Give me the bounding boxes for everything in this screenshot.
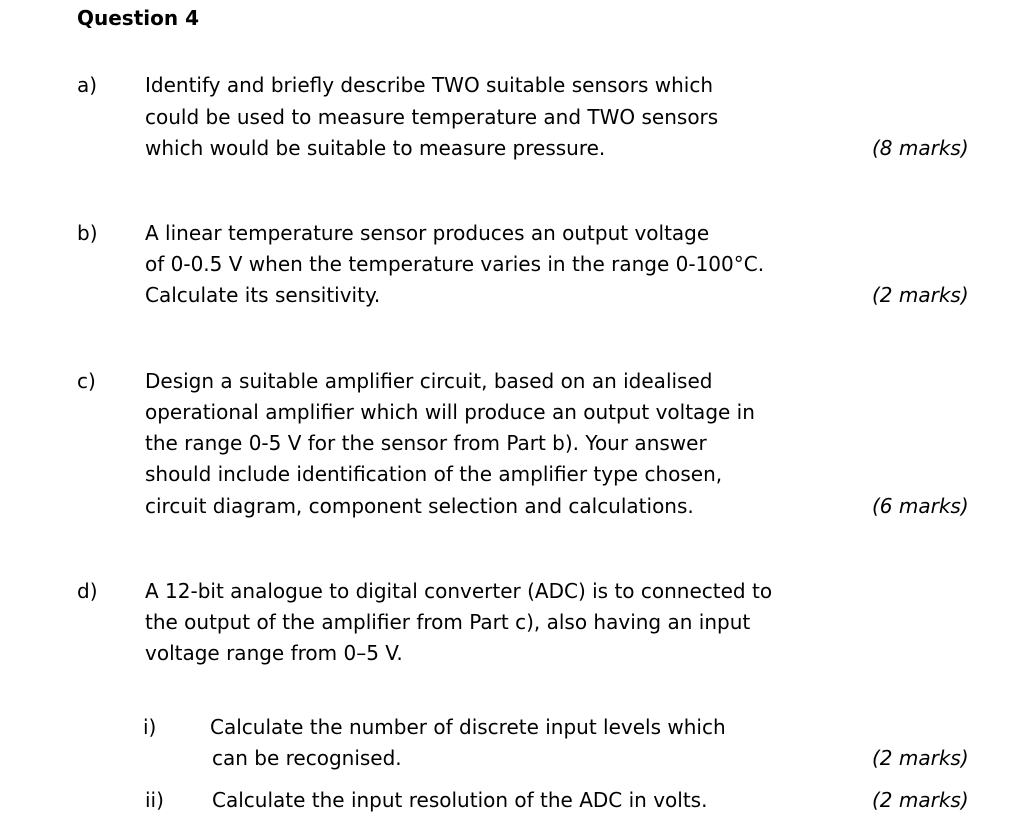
part-a-marks: (8 marks): [872, 136, 969, 160]
part-c-line-5: circuit diagram, component selection and calculations.: [145, 494, 694, 518]
part-c-line-4: should include identification of the amplifier type chosen,: [145, 462, 723, 486]
part-c-label: c): [77, 369, 96, 393]
part-d-line-2: the output of the amplifier from Part c), also having an input: [145, 610, 751, 634]
part-a-line-3: which would be suitable to measure pressure.: [145, 136, 606, 160]
part-d-i-line-1: Calculate the number of discrete input levels which: [210, 715, 726, 739]
part-c-line-1: Design a suitable amplifier circuit, based on an idealised: [145, 369, 713, 393]
part-d-line-1: A 12-bit analogue to digital converter (ADC) is to connected to: [145, 579, 773, 603]
part-c-line-2: operational amplifier which will produce an output voltage in: [145, 400, 755, 424]
part-d-label: d): [77, 579, 98, 603]
question-title: Question 4: [77, 6, 199, 30]
part-d-i-line-2: can be recognised.: [212, 746, 402, 770]
part-a-label: a): [77, 73, 98, 97]
part-a-line-1: Identify and briefly describe TWO suitable sensors which: [145, 73, 714, 97]
part-b-marks: (2 marks): [872, 283, 969, 307]
part-b-line-1: A linear temperature sensor produces an output voltage: [145, 221, 710, 245]
part-d-line-3: voltage range from 0–5 V.: [145, 641, 403, 665]
part-d-ii-label: ii): [145, 788, 164, 812]
part-b-line-3: Calculate its sensitivity.: [145, 283, 381, 307]
part-d-ii-marks: (2 marks): [872, 788, 969, 812]
part-c-marks: (6 marks): [872, 494, 969, 518]
part-d-ii-line-1: Calculate the input resolution of the ADC in volts.: [212, 788, 708, 812]
part-b-label: b): [77, 221, 98, 245]
part-b-line-2: of 0-0.5 V when the temperature varies in the range 0-100°C.: [145, 252, 765, 276]
part-a-line-2: could be used to measure temperature and TWO sensors: [145, 105, 719, 129]
part-c-line-3: the range 0-5 V for the sensor from Part b). Your answer: [145, 431, 707, 455]
part-d-i-marks: (2 marks): [872, 746, 969, 770]
part-d-i-label: i): [143, 715, 157, 739]
